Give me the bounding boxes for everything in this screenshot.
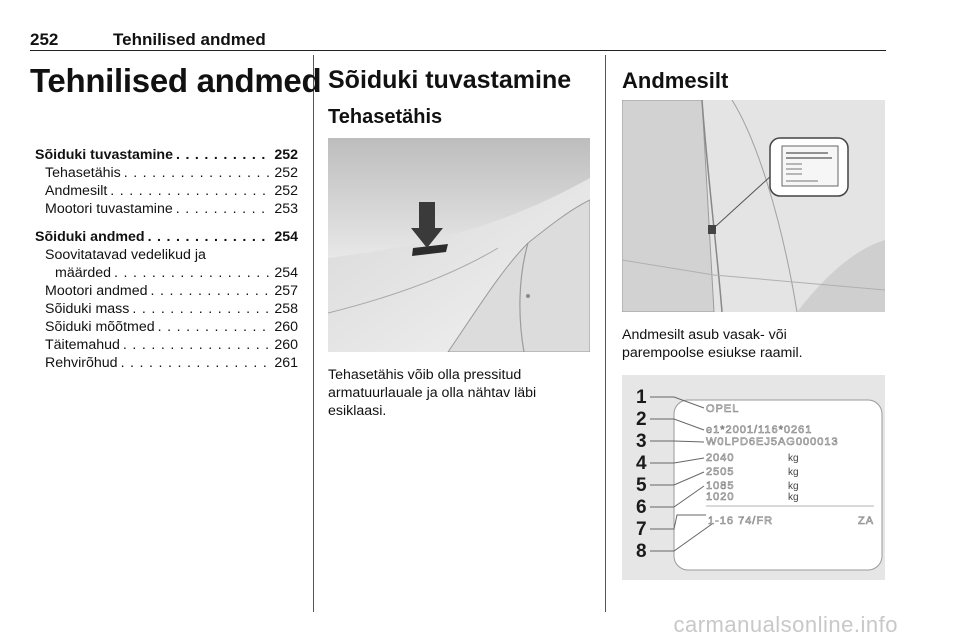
text-line: armatuurlauale ja olla nähtav läbi [328, 385, 537, 401]
toc-label: Rehvirõhud [45, 355, 118, 371]
toc-page: 260 [274, 319, 298, 335]
toc-label: Mootori tuvastamine [45, 201, 173, 217]
plate-line-3: W0LPD6EJ5AG000013 [706, 436, 839, 448]
column-divider-right [605, 55, 606, 612]
toc-page: 252 [274, 165, 298, 181]
toc-label: Täitemahud [45, 337, 120, 353]
toc-entry[interactable] [35, 146, 298, 164]
text-line: esiklaasi. [328, 403, 387, 419]
plate-unit-3: kg [788, 481, 799, 492]
callout-1: 1 [636, 387, 647, 408]
door-frame-illustration [622, 100, 885, 312]
toc-page: 254 [274, 229, 298, 245]
plate-bottom-right: ZA [858, 515, 875, 527]
plate-unit-1: kg [788, 453, 799, 464]
plate-unit-4: kg [788, 492, 799, 503]
toc-label: Andmesilt [45, 183, 108, 199]
toc-page: 261 [274, 355, 298, 371]
plate-weight-1: 2040 [706, 452, 735, 464]
plate-weight-2: 2505 [706, 466, 735, 478]
header-title: Tehnilised andmed [113, 30, 266, 49]
text-line: Tehasetähis võib olla pressitud [328, 367, 522, 383]
toc-entry[interactable] [35, 264, 298, 282]
toc-entry[interactable] [35, 228, 298, 246]
andmesilt-text [622, 326, 803, 362]
toc-label: määrded [55, 265, 111, 281]
toc-entry[interactable] [35, 336, 298, 354]
subsection-title: Tehasetähis [328, 106, 443, 128]
table-of-contents [35, 146, 298, 372]
plate-bottom-left: 1-16 74/FR [708, 515, 774, 527]
plate-line-2: e1*2001/116*0261 [706, 424, 813, 436]
callout-2: 2 [636, 409, 647, 430]
toc-entry[interactable] [35, 182, 298, 200]
callout-7: 7 [636, 519, 647, 540]
chapter-title: Tehnilised andmed [30, 62, 322, 99]
toc-label: Sõiduki mõõtmed [45, 319, 155, 335]
vin-location-text [328, 366, 536, 420]
toc-entry[interactable] [35, 246, 298, 264]
plate-unit-2: kg [788, 467, 799, 478]
toc-entry[interactable] [35, 282, 298, 300]
andmesilt-title: Andmesilt [622, 68, 729, 93]
toc-entry[interactable] [35, 318, 298, 336]
text-line: parempoolse esiukse raamil. [622, 345, 803, 361]
callout-4: 4 [636, 453, 647, 474]
text-line: Andmesilt asub vasak- või [622, 327, 787, 343]
callout-5: 5 [636, 475, 647, 496]
callout-6: 6 [636, 497, 647, 518]
toc-label: Soovitatavad vedelikud ja [45, 247, 206, 263]
toc-label: Mootori andmed [45, 283, 148, 299]
callout-8: 8 [636, 541, 647, 562]
plate-weight-3: 1085 [706, 480, 735, 492]
toc-label: Sõiduki andmed [35, 229, 145, 245]
toc-page: 260 [274, 337, 298, 353]
page-number: 252 [30, 30, 59, 49]
toc-entry[interactable] [35, 200, 298, 218]
toc-label: Sõiduki mass [45, 301, 130, 317]
watermark: carmanualsonline.info [673, 612, 898, 637]
column-divider-left [313, 55, 314, 612]
identification-plate-figure [622, 375, 885, 580]
plate-weight-4: 1020 [706, 491, 735, 503]
toc-page: 254 [274, 265, 298, 281]
identification-plate-svg [622, 375, 885, 580]
toc-page: 258 [274, 301, 298, 317]
toc-label: Tehasetähis [45, 165, 121, 181]
plate-line-1: OPEL [706, 403, 740, 415]
toc-page: 257 [274, 283, 298, 299]
section-title: Sõiduki tuvastamine [328, 66, 572, 94]
page-header [30, 30, 886, 51]
toc-page: 253 [274, 201, 298, 217]
toc-entry[interactable] [35, 164, 298, 182]
toc-page: 252 [274, 147, 298, 163]
toc-entry[interactable] [35, 354, 298, 372]
toc-label: Sõiduki tuvastamine [35, 147, 173, 163]
toc-page: 252 [274, 183, 298, 199]
toc-entry[interactable] [35, 300, 298, 318]
vin-location-illustration [328, 138, 590, 352]
callout-3: 3 [636, 431, 647, 452]
